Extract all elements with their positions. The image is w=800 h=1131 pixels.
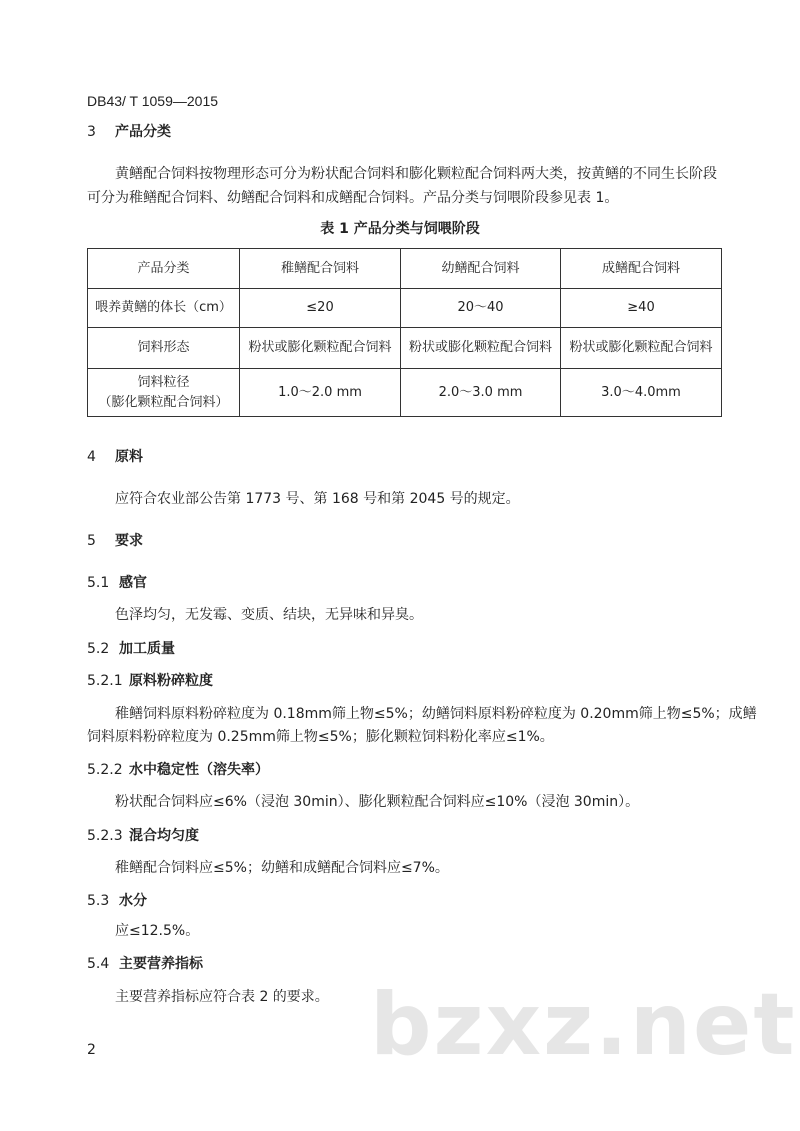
section-number: 5.2 <box>87 641 110 657</box>
section-4-heading <box>87 446 143 466</box>
section-5-2-3-heading <box>87 825 199 845</box>
section-5-2-1-paragraph-line-2: 饲料原料粉碎粒度为 0.25mm筛上物≤5%；膨化颗粒饲料粉化率应≤1%。 <box>87 729 554 745</box>
section-5-2-heading <box>87 638 175 658</box>
table-cell: 成鳝配合饲料 <box>561 249 722 289</box>
table-cell: ≥40 <box>561 289 722 328</box>
watermark: bzxz.net <box>370 975 797 1075</box>
section-5-2-2-heading <box>87 759 269 779</box>
section-4-paragraph: 应符合农业部公告第 1773 号、第 168 号和第 2045 号的规定。 <box>115 491 520 507</box>
table-cell: 粉状或膨化颗粒配合饲料 <box>401 328 561 369</box>
section-title: 原料 <box>115 449 143 465</box>
section-5-4-heading <box>87 953 203 973</box>
table-cell: ≤20 <box>240 289 401 328</box>
section-number: 5.2.2 <box>87 762 123 778</box>
table-1-caption: 表 1 产品分类与饲喂阶段 <box>320 221 480 237</box>
section-5-4-paragraph: 主要营养指标应符合表 2 的要求。 <box>115 989 329 1005</box>
table-cell: 20～40 <box>401 289 561 328</box>
section-5-heading <box>87 530 143 550</box>
table-cell: 2.0～3.0 mm <box>401 369 561 417</box>
table-cell: 3.0～4.0mm <box>561 369 722 417</box>
table-row <box>88 328 722 369</box>
section-5-1-heading <box>87 572 147 592</box>
section-title: 要求 <box>115 533 143 549</box>
table-cell: 稚鳝配合饲料 <box>240 249 401 289</box>
section-number: 5.2.3 <box>87 828 123 844</box>
section-5-3-paragraph: 应≤12.5%。 <box>115 923 200 939</box>
section-number: 5 <box>87 533 96 549</box>
section-5-2-1-heading <box>87 670 213 690</box>
table-cell <box>88 369 240 417</box>
table-row <box>88 289 722 328</box>
section-number: 5.3 <box>87 893 110 909</box>
section-number: 5.1 <box>87 575 110 591</box>
cell-line: 饲料粒径 <box>137 374 190 390</box>
table-row <box>88 369 722 417</box>
table-cell: 粉状或膨化颗粒配合饲料 <box>240 328 401 369</box>
table-cell: 产品分类 <box>88 249 240 289</box>
section-number: 5.2.1 <box>87 673 123 689</box>
table-cell: 1.0～2.0 mm <box>240 369 401 417</box>
section-title: 水分 <box>119 893 147 909</box>
section-title: 水中稳定性（溶失率） <box>129 762 269 778</box>
table-cell: 饲料形态 <box>88 328 240 369</box>
standard-number: DB43/ T 1059—2015 <box>87 93 219 109</box>
section-title: 感官 <box>119 575 147 591</box>
section-number: 4 <box>87 449 96 465</box>
section-5-3-heading <box>87 890 147 910</box>
section-title: 产品分类 <box>115 124 171 140</box>
section-5-2-3-paragraph: 稚鳝配合饲料应≤5%；幼鳝和成鳝配合饲料应≤7%。 <box>115 860 449 876</box>
section-number: 3 <box>87 124 96 140</box>
table-1 <box>87 248 722 417</box>
table-cell: 喂养黄鳝的体长（cm） <box>88 289 240 328</box>
page-number: 2 <box>87 1042 96 1058</box>
section-5-2-2-paragraph: 粉状配合饲料应≤6%（浸泡 30min）、膨化颗粒配合饲料应≤10%（浸泡 30min）。 <box>115 794 640 810</box>
section-title: 原料粉碎粒度 <box>129 673 213 689</box>
table-cell: 幼鳝配合饲料 <box>401 249 561 289</box>
section-title: 混合均匀度 <box>129 828 199 844</box>
table-header-row <box>88 249 722 289</box>
section-5-1-paragraph: 色泽均匀，无发霉、变质、结块，无异味和异臭。 <box>115 607 423 623</box>
section-5-2-1-paragraph-line-1: 稚鳝饲料原料粉碎粒度为 0.18mm筛上物≤5%；幼鳝饲料原料粉碎粒度为 0.20mm筛上物≤5%；成鳝 <box>115 706 757 722</box>
section-number: 5.4 <box>87 956 110 972</box>
section-3-paragraph-line-2: 可分为稚鳝配合饲料、幼鳝配合饲料和成鳝配合饲料。产品分类与饲喂阶段参见表 1。 <box>87 190 619 206</box>
section-title: 主要营养指标 <box>119 956 203 972</box>
section-title: 加工质量 <box>119 641 175 657</box>
table-cell: 粉状或膨化颗粒配合饲料 <box>561 328 722 369</box>
section-3-paragraph-line-1: 黄鳝配合饲料按物理形态可分为粉状配合饲料和膨化颗粒配合饲料两大类，按黄鳝的不同生长阶段 <box>115 166 717 182</box>
cell-line: （膨化颗粒配合饲料） <box>98 394 229 410</box>
section-3-heading <box>87 121 171 141</box>
